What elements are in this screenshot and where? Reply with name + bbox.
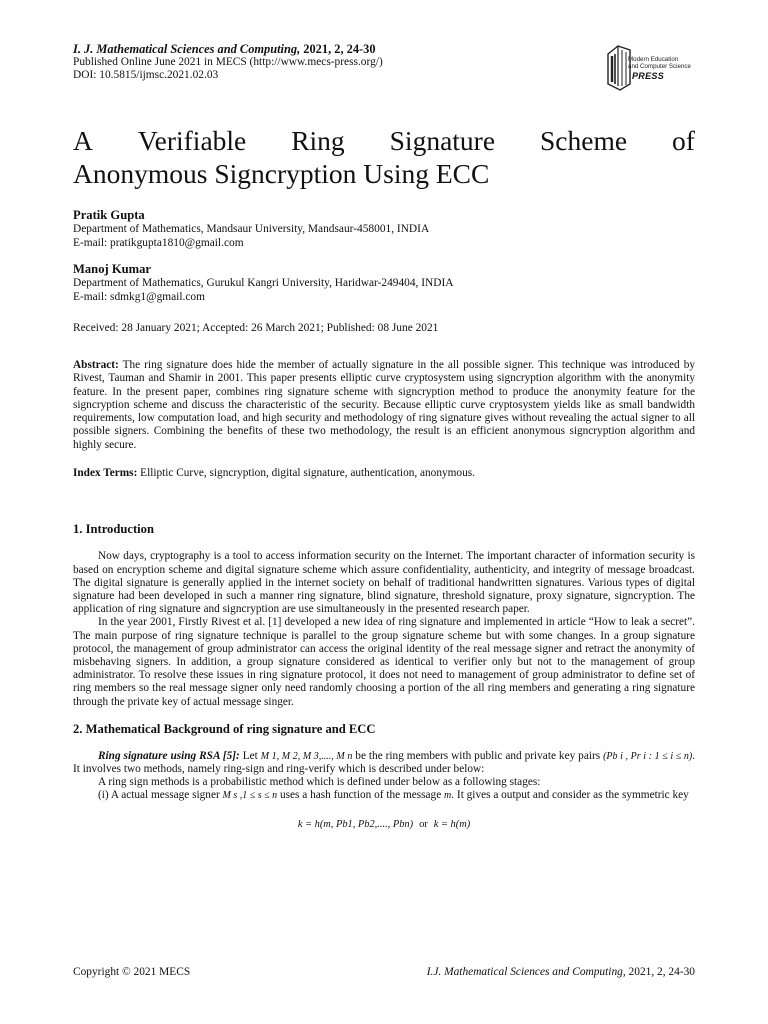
- paragraph: [73, 789, 695, 802]
- logo-press: PRESS: [632, 71, 665, 81]
- logo-line2: and Computer Science: [628, 62, 691, 70]
- journal-header: [73, 42, 695, 56]
- author-name: Pratik Gupta: [73, 208, 145, 222]
- text-run: Let: [239, 749, 261, 762]
- footer-issue: , 2021, 2, 24-30: [622, 966, 695, 978]
- text-run: . It gives a output and consider as the symmetric key: [451, 789, 689, 802]
- paragraph: Now days, cryptography is a tool to access information security on the Internet. The important character of information security is based on encryption scheme and digital signature scheme which assure confidentiality, authenticity, and integrity of message broadcast. The digital signature is generally applied in the internet society on behalf of traditional handwritten signatures. Various types of digital signature had been developed in such a manner ring signature, blind signature, threshold signature, proxy signature, signcryption. The application of ring signature and signcryption are use simultaneously in the presented research paper.: [73, 550, 695, 616]
- footer-journal: [427, 966, 695, 978]
- signer-math: M s ,1 ≤ s ≤ n: [222, 790, 278, 802]
- author-affiliation: Department of Mathematics, Gurukul Kangri University, Haridwar-249404, INDIA: [73, 277, 454, 289]
- text-run: be the ring members with public and private key pairs: [352, 749, 604, 762]
- title-line-1: [73, 124, 695, 157]
- message-math: m: [444, 790, 452, 802]
- title-word: Signature: [389, 125, 496, 156]
- received-dates: Received: 28 January 2021; Accepted: 26 March 2021; Published: 08 June 2021: [73, 322, 439, 334]
- title-word: Scheme: [540, 125, 628, 156]
- text-run: uses a hash function of the message: [277, 789, 445, 802]
- title-line-2: Anonymous Signcryption Using ECC: [73, 158, 490, 189]
- key-pairs-math: (Pb i , Pr i : 1 ≤ i ≤ n): [603, 750, 693, 762]
- paper-title: [73, 124, 695, 190]
- author-email: E-mail: pratikgupta1810@gmail.com: [73, 237, 244, 249]
- abstract: [73, 359, 695, 452]
- ring-signature-label: Ring signature using RSA [5]:: [98, 749, 240, 762]
- title-word: A: [73, 125, 93, 156]
- ring-members-math: M 1, M 2, M 3,...., M n: [260, 750, 353, 762]
- author-email: E-mail: sdmkg1@gmail.com: [73, 291, 205, 303]
- index-terms-text: Elliptic Curve, signcryption, digital signature, authentication, anonymous.: [137, 467, 475, 480]
- published-line: Published Online June 2021 in MECS (http://www.mecs-press.org/): [73, 56, 383, 68]
- author-affiliation: Department of Mathematics, Mandsaur University, Mandsaur-458001, INDIA: [73, 223, 430, 235]
- formula-right: k = h(m): [433, 818, 471, 830]
- formula-left: k = h(m, Pb1, Pb2,...., Pbn): [297, 818, 414, 830]
- abstract-label: Abstract:: [73, 359, 119, 371]
- paragraph: [73, 750, 695, 776]
- text-run: (i) A actual message signer: [98, 789, 223, 802]
- index-terms: [73, 467, 695, 480]
- paragraph: A ring sign methods is a probabilistic method which is defined under below as a following stages:: [98, 776, 541, 789]
- key-formula: [73, 819, 695, 830]
- page-footer: [73, 966, 695, 978]
- footer-copyright: Copyright © 2021 MECS: [73, 966, 191, 978]
- formula-or: or: [419, 818, 428, 830]
- footer-journal-name: I.J. Mathematical Sciences and Computing: [426, 966, 623, 978]
- journal-issue: 2021, 2, 24-30: [300, 42, 376, 56]
- author-name: Manoj Kumar: [73, 262, 152, 276]
- paragraph: In the year 2001, Firstly Rivest et al. [1] developed a new idea of ring signature and implemented in article “How to leak a secret”. The main purpose of ring signature technique is parallel to the group signature scheme but with some changes. In a group signature protocol, the management of group administrator can access the original identity of the real message signer and retract the anonymity of misbehaving signers. In addition, a group signature considered as identical to verifier only but not to the management of group administrator. To resolve these issues in ring signature protocol, it does not need to management of group administrator to define set of ring members so the real message signer only need randomly choosing a portion of the all ring members and generating a ring signature through the private key of actual message singer.: [73, 616, 695, 708]
- title-word: of: [672, 125, 695, 156]
- doi-line: DOI: 10.5815/ijmsc.2021.02.03: [73, 69, 219, 81]
- abstract-text: The ring signature does hide the member of actually signature in the all possible signer. This technique was introduced by Rivest, Tauman and Shamir in 2001. This paper presents elliptic curve cryptosystem using signcryption algorithm with the anonymity feature. In the present paper, combines ring signature scheme with signcryption method to produce the anonymity feature for the signcryption scheme and discuss the characteristic of the security. Because elliptic curve cryptosystem yields like as small bandwidth requirements, low computation load, and high security and methodology of ring signature gives without revealing the actual signer to all possible signers. Combining the benefits of these two methodology, the result is an efficient anonymous signcryption algorithm and highly secure.: [73, 359, 695, 451]
- index-terms-label: Index Terms:: [73, 467, 138, 480]
- paper-page: [73, 42, 695, 830]
- section-body: [73, 550, 695, 708]
- journal-name: I. J. Mathematical Sciences and Computing,: [73, 42, 301, 56]
- section-body: [73, 750, 695, 803]
- section-heading: 1. Introduction: [73, 522, 154, 537]
- logo-line1: Modern Education: [628, 56, 679, 63]
- section-heading: 2. Mathematical Background of ring signature and ECC: [73, 721, 376, 736]
- title-word: Ring: [291, 125, 345, 156]
- title-word: Verifiable: [137, 125, 247, 156]
- text-run: . It involves two methods, namely ring-sign and ring-verify which is described under below:: [73, 749, 696, 776]
